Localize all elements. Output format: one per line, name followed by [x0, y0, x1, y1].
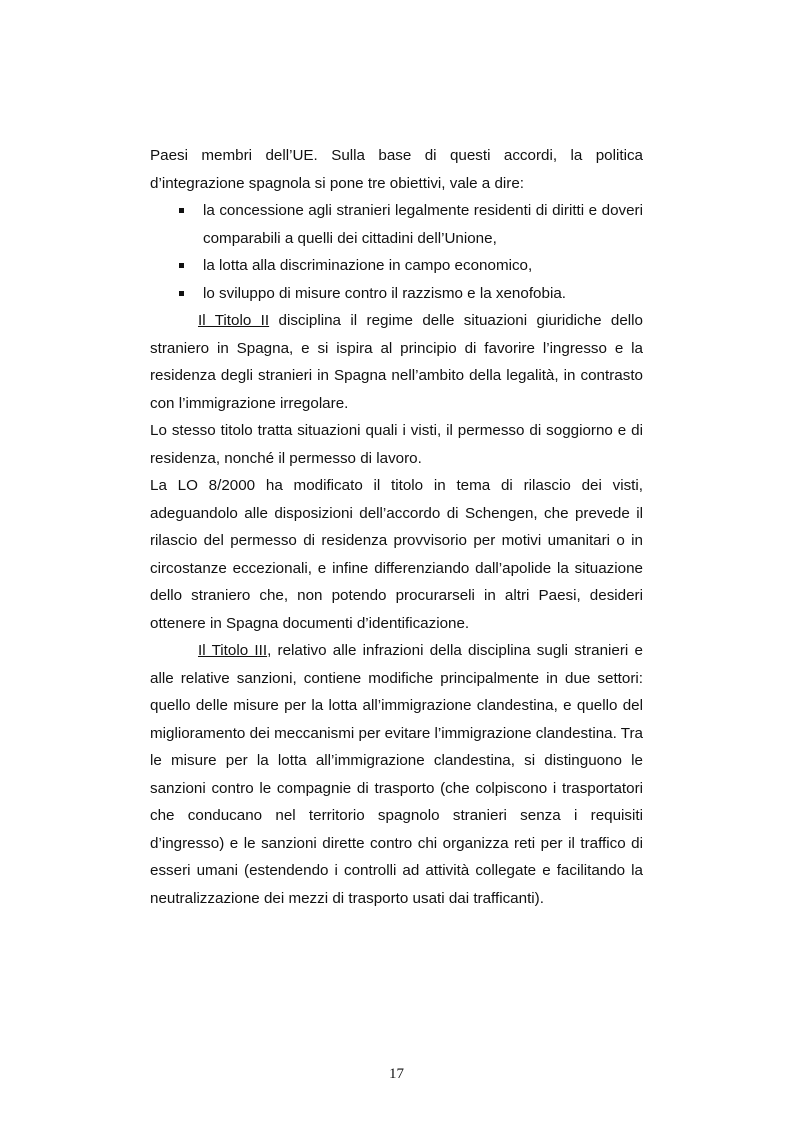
bullet-icon — [179, 291, 184, 296]
body-text — [150, 142, 643, 912]
paragraph-titolo-3 — [150, 637, 643, 912]
list-item-text: la concessione agli stranieri legalmente residenti di diritti e doveri comparabili a quelli dei cittadini dell’Unione, — [203, 202, 643, 247]
bullet-icon — [179, 208, 184, 213]
page-number: 17 — [389, 1066, 404, 1082]
titolo-2-link[interactable]: Il Titolo II — [198, 312, 270, 329]
paragraph-intro: Paesi membri dell’UE. Sulla base di questi accordi, la politica d’integrazione spagnola si pone tre obiettivi, vale a dire: — [150, 147, 643, 192]
paragraph-visti: Lo stesso titolo tratta situazioni quali i visti, il permesso di soggiorno e di residenza, nonché il permesso di lavoro. — [150, 422, 643, 467]
objectives-list — [150, 197, 643, 307]
paragraph-titolo-2 — [150, 307, 643, 417]
list-item — [150, 280, 643, 308]
paragraph-text: disciplina il regime delle situazioni giuridiche dello straniero in Spagna, e si ispira al principio di favorire l’ingresso e la residenza degli stranieri in Spagna nell’ambito della legalità, in contrasto con l’immigrazione irregolare. — [150, 312, 643, 412]
list-item — [150, 252, 643, 280]
list-item — [150, 197, 643, 252]
bullet-icon — [179, 263, 184, 268]
list-item-text: lo sviluppo di misure contro il razzismo e la xenofobia. — [203, 284, 566, 302]
paragraph-text: , relativo alle infrazioni della disciplina sugli stranieri e alle relative sanzioni, contiene modifiche principalmente in due settori: quello delle misure per la lotta all’immigrazione clandestina, e quello del miglioramento dei meccanismi per evitare l’immigrazione clandestina. Tra le misure per la lotta all’immigrazione clandestina, si distinguono le sanzioni contro le compagnie di trasporto (che colpiscono i trasportatori che conducano nel territorio spagnolo stranieri senza i requisiti d’ingresso) e le sanzioni dirette contro chi organizza reti per il traffico di esseri umani (estendendo i controlli ad attività collegate e facilitando la neutralizzazione dei mezzi di trasporto usati dai trafficanti). — [150, 642, 643, 907]
titolo-3-link[interactable]: Il Titolo III — [198, 642, 268, 659]
paragraph-lo-8-2000: La LO 8/2000 ha modificato il titolo in tema di rilascio dei visti, adeguandolo alle disposizioni dell’accordo di Schengen, che prevede il rilascio del permesso di residenza provvisorio per motivi umanitari o in circostanze eccezionali, e infine differenziando dall’apolide la situazione dello straniero che, non potendo procurarseli in altri Paesi, desideri ottenere in Spagna documenti d’identificazione. — [150, 477, 643, 632]
list-item-text: la lotta alla discriminazione in campo economico, — [203, 257, 533, 274]
